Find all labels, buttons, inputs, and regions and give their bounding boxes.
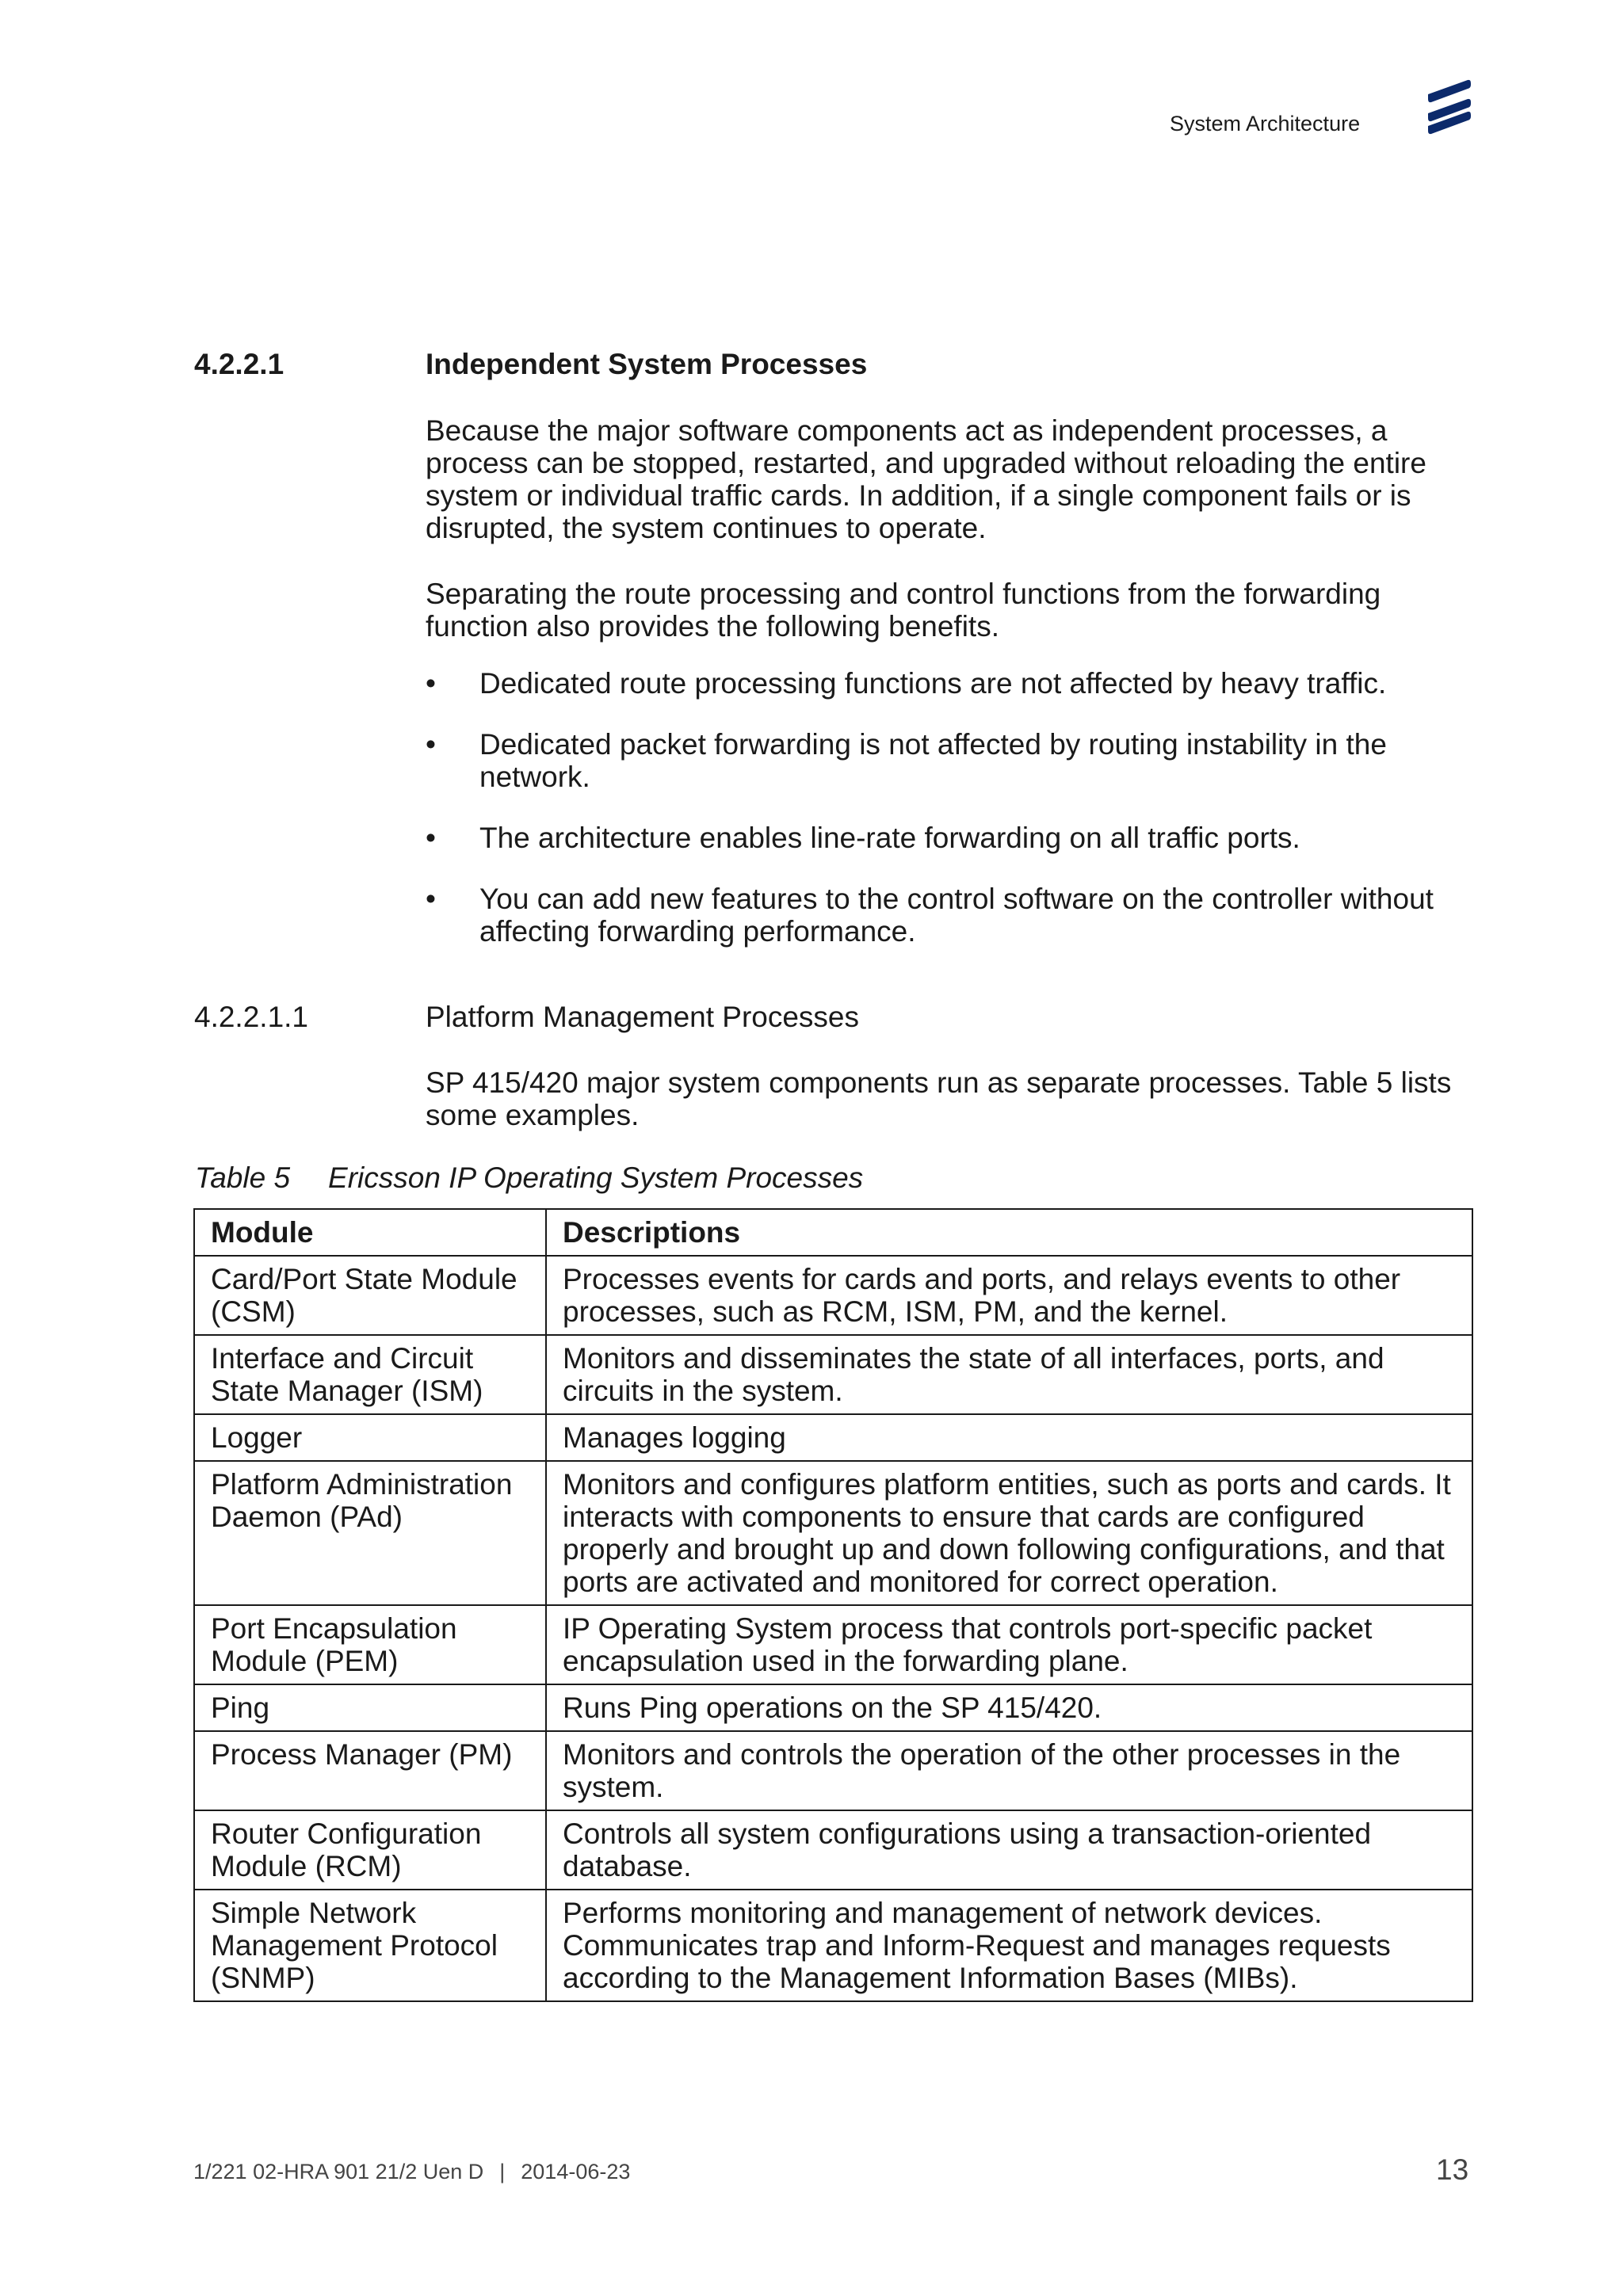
description-cell: Runs Ping operations on the SP 415/420. (546, 1684, 1472, 1731)
list-item (426, 883, 1480, 948)
footer-date: 2014-06-23 (521, 2160, 631, 2183)
list-item-text: Dedicated packet forwarding is not affected by routing instability in the network. (479, 728, 1387, 793)
description-cell: Monitors and disseminates the state of all interfaces, ports, and circuits in the system. (546, 1335, 1472, 1414)
benefits-list (426, 667, 1480, 948)
table-row (194, 1461, 1472, 1605)
list-item (426, 822, 1480, 854)
table-row (194, 1335, 1472, 1414)
section-number: 4.2.2.1 (194, 348, 285, 380)
subsection-paragraph: SP 415/420 major system components run as separate processes. Table 5 lists some examples. (426, 1066, 1452, 1131)
list-item-text: Dedicated route processing functions are not affected by heavy traffic. (479, 667, 1387, 700)
description-cell: Performs monitoring and management of network devices. Communicates trap and Inform-Request and manages requests according to the Management Information Bases (MIBs). (546, 1890, 1472, 2001)
module-cell: Interface and Circuit State Manager (ISM) (194, 1335, 546, 1414)
description-cell: Monitors and controls the operation of the other processes in the system. (546, 1731, 1472, 1810)
table-row (194, 1731, 1472, 1810)
footer-doc-info (193, 2160, 630, 2184)
table-row (194, 1256, 1472, 1335)
table-title: Ericsson IP Operating System Processes (328, 1161, 864, 1194)
table-row (194, 1605, 1472, 1684)
module-cell: Card/Port State Module (CSM) (194, 1256, 546, 1335)
ericsson-logo-icon (1425, 77, 1472, 135)
list-item (426, 667, 1480, 700)
module-cell: Simple Network Management Protocol (SNMP) (194, 1890, 546, 2001)
module-cell: Port Encapsulation Module (PEM) (194, 1605, 546, 1684)
module-cell: Logger (194, 1414, 546, 1461)
description-cell: Processes events for cards and ports, and relays events to other processes, such as RCM, ISM, PM, and the kernel. (546, 1256, 1472, 1335)
list-item-text: You can add new features to the control software on the controller without affecting forwarding performance. (479, 883, 1434, 948)
subsection-number: 4.2.2.1.1 (194, 1001, 309, 1033)
footer-doc-id: 1/221 02-HRA 901 21/2 Uen D (193, 2160, 484, 2183)
section-paragraph-1: Because the major software components act as independent processes, a process can be stopped, restarted, and upgraded without reloading the entire system or individual traffic cards. In addition, if a single component fails or is disrupted, the system continues to operate. (426, 414, 1426, 544)
module-cell: Ping (194, 1684, 546, 1731)
module-cell: Platform Administration Daemon (PAd) (194, 1461, 546, 1605)
subsection-title: Platform Management Processes (426, 1001, 860, 1033)
description-cell: Manages logging (546, 1414, 1472, 1461)
table-caption (195, 1161, 863, 1195)
description-cell: Controls all system configurations using a transaction-oriented database. (546, 1810, 1472, 1890)
table-row (194, 1684, 1472, 1731)
section-title: Independent System Processes (426, 348, 868, 380)
module-cell: Process Manager (PM) (194, 1731, 546, 1810)
processes-table (193, 1208, 1473, 2002)
bullet-icon: • (426, 883, 436, 915)
table-header-row (194, 1209, 1472, 1256)
bullet-icon: • (426, 728, 436, 761)
table-row (194, 1890, 1472, 2001)
table-row (194, 1810, 1472, 1890)
table-label: Table 5 (195, 1161, 291, 1194)
description-cell: IP Operating System process that controls port-specific packet encapsulation used in the forwarding plane. (546, 1605, 1472, 1684)
table-row (194, 1414, 1472, 1461)
column-header-descriptions: Descriptions (546, 1209, 1472, 1256)
section-paragraph-2: Separating the route processing and control functions from the forwarding function also provides the following benefits. (426, 578, 1381, 643)
bullet-icon: • (426, 667, 436, 700)
bullet-icon: • (426, 822, 436, 854)
footer-separator: | (499, 2160, 506, 2183)
module-cell: Router Configuration Module (RCM) (194, 1810, 546, 1890)
list-item (426, 728, 1480, 793)
column-header-module: Module (194, 1209, 546, 1256)
description-cell: Monitors and configures platform entities, such as ports and cards. It interacts with components to ensure that cards are configured properly and brought up and down following configurations, and that ports are activated and monitored for correct operation. (546, 1461, 1472, 1605)
running-header-title: System Architecture (1170, 112, 1361, 135)
page-number: 13 (1436, 2153, 1469, 2186)
list-item-text: The architecture enables line-rate forwarding on all traffic ports. (479, 822, 1300, 854)
